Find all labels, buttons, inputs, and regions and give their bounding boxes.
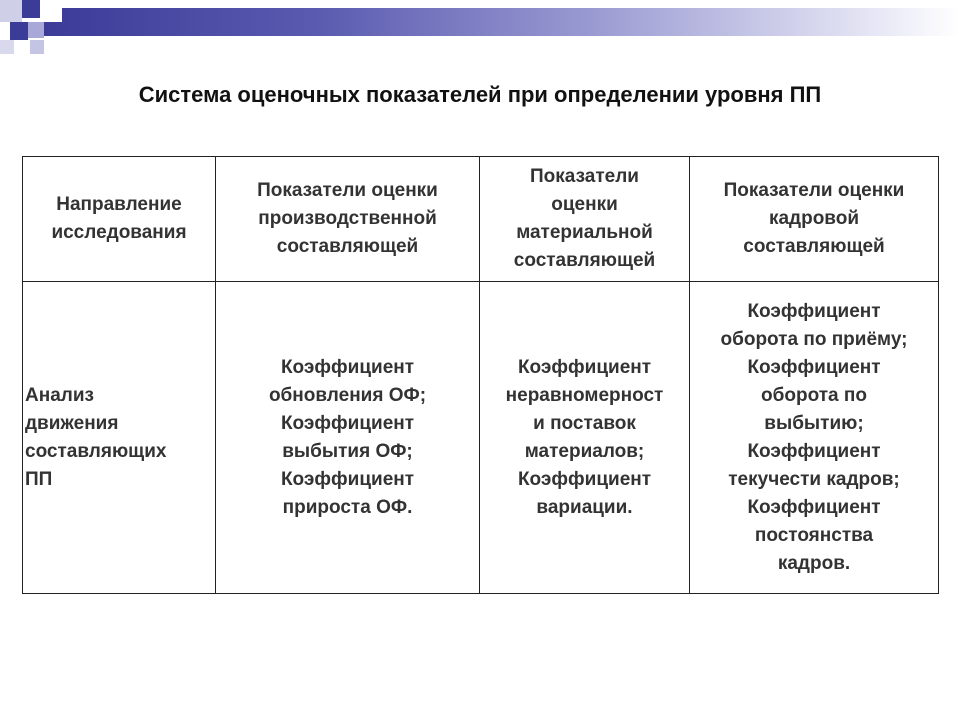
header-line: оценки <box>551 194 618 215</box>
table-header-row <box>23 157 939 282</box>
cell-line: и поставок <box>533 412 636 434</box>
cell-material <box>480 282 690 594</box>
header-personnel <box>690 157 939 282</box>
header-line: составляющей <box>513 250 656 271</box>
table-row <box>23 282 939 594</box>
header-line: Показатели оценки <box>723 180 905 201</box>
header-gradient-band <box>40 8 960 36</box>
header-line: Показатели оценки <box>257 180 438 201</box>
cell-line: постоянства <box>754 524 874 546</box>
cell-line: прироста ОФ. <box>282 496 413 518</box>
header-line: производственной <box>258 208 437 229</box>
cell-line: Коэффициент <box>747 356 881 378</box>
cell-line: Коэффициент <box>280 412 415 434</box>
cell-line: ПП <box>25 468 53 490</box>
decor-square <box>28 22 44 38</box>
cell-line: оборота по приёму; <box>720 328 908 350</box>
cell-line: вариации. <box>536 496 633 518</box>
decor-square <box>0 0 22 22</box>
header-line: кадровой <box>768 208 860 229</box>
header-direction <box>23 157 216 282</box>
header-line: исследования <box>51 222 187 243</box>
cell-line: обновления ОФ; <box>268 384 427 406</box>
cell-line: движения <box>25 412 119 434</box>
page-title: Система оценочных показателей при определении уровня ПП <box>138 82 822 107</box>
header-material <box>480 157 690 282</box>
cell-line: кадров. <box>777 552 851 574</box>
cell-line: выбытию; <box>764 412 864 434</box>
cell-line: составляющих <box>25 440 167 462</box>
cell-line: Анализ <box>25 384 94 406</box>
decor-square <box>10 22 28 40</box>
header-production <box>216 157 480 282</box>
cell-line: оборота по <box>761 384 867 406</box>
cell-personnel <box>690 282 939 594</box>
cell-line: Коэффициент <box>747 300 881 322</box>
cell-line: текучести кадров; <box>728 468 900 490</box>
header-line: составляющей <box>743 236 885 257</box>
cell-line: Коэффициент <box>280 468 415 490</box>
cell-line: Коэффициент <box>517 468 652 490</box>
decor-square <box>40 0 62 22</box>
indicator-table <box>22 156 939 594</box>
cell-line: неравномерност <box>505 384 664 406</box>
decor-square <box>30 40 44 54</box>
cell-line: выбытия ОФ; <box>282 440 413 462</box>
cell-line: Коэффициент <box>517 356 652 378</box>
cell-line: материалов; <box>524 440 645 462</box>
cell-line: Коэффициент <box>280 356 415 378</box>
header-line: материальной <box>516 222 653 243</box>
header-line: Направление <box>56 194 182 215</box>
decor-square <box>22 0 40 18</box>
cell-production <box>216 282 480 594</box>
decor-square <box>0 40 14 54</box>
cell-line: Коэффициент <box>747 440 881 462</box>
header-line: Показатели <box>530 166 639 187</box>
cell-direction <box>23 282 216 594</box>
header-line: составляющей <box>276 236 419 257</box>
cell-line: Коэффициент <box>747 496 881 518</box>
